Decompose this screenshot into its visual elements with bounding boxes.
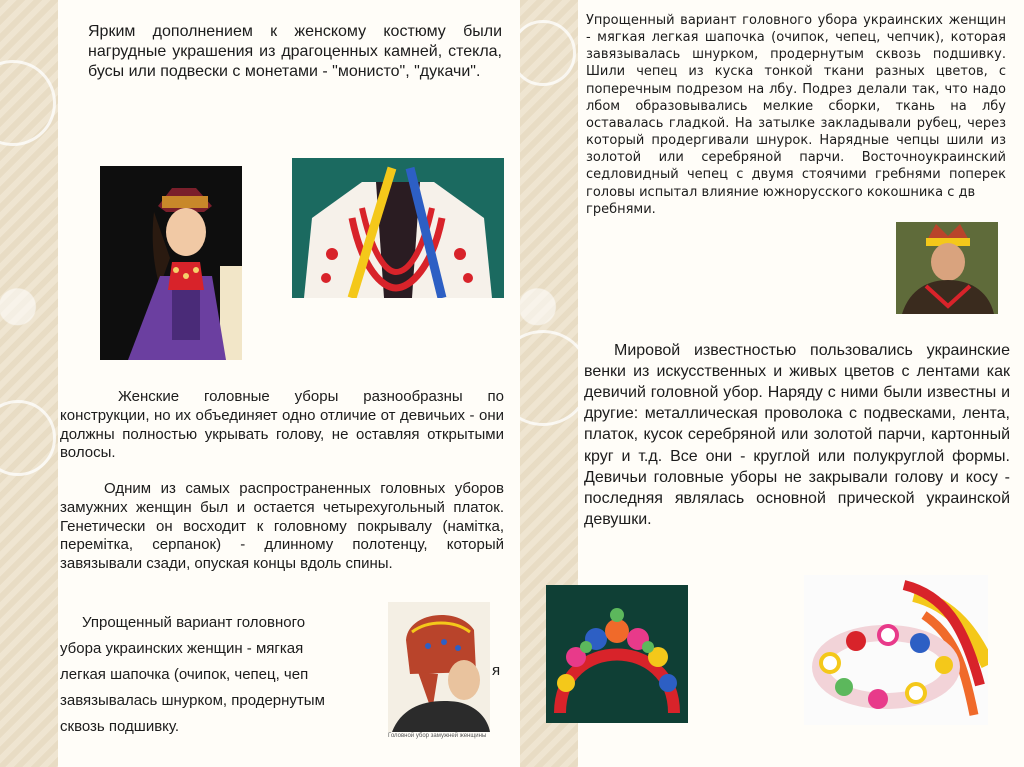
text-line: Упрощенный вариант головного [82,614,306,631]
woman-with-cap-illustration [388,602,490,732]
text-line: легкая шапочка (очипок, чепец, чеп [60,666,309,683]
left-paragraph-kerchief: Одним из самых распространенных головных уборов замужних женщин был и остается четырехугольный платок. Генетически он восходит к головному покрывалу (намітка, перемітка, серпанок) - длинному полотенцу, который завязывали сзади, опуская концы вдоль спины. [60,480,504,572]
embroidered-shirt-with-necklaces-photo [292,158,504,298]
right-paragraph-cap-description [586,12,1006,218]
left-paragraph-cap [60,610,376,740]
cap-description-text: Упрощенный вариант головного убора украинских женщин - мягкая легкая шапочка (очипок, чепец, чепчик), которая завязывалась шнурком, продернутым сквозь подшивку. Шили чепец из куска тонкой ткани разных цветов, с поперечным подрезом на лбу. Подрез делали так, что надо лбом образовывались мелкие сборки, ткань на лбу оставалась гладкой. На затылке закладывали рубец, через который продергивали шнурок. Нарядные чепцы шили из золотой или серебряной парчи. Восточноукраинский седловидный чепец с двумя стоячими гребнями поперек головы испытал влияние южнорусского кокошника с дв [586,13,1006,200]
cap-description-end: гребнями. [586,201,656,217]
illustration-caption: Головной убор замужней женщины [388,733,487,739]
left-decorative-strip [0,0,58,767]
decorative-ring [0,60,56,146]
text-line: убора украинских женщин - мягкая [60,640,304,657]
wreath-with-ribbons-photo [804,575,988,725]
left-paragraph-necklaces: Ярким дополнением к женскому костюму были нагрудные украшения из драгоценных камней, стекла, бусы или подвески с монетами - "монисто", "дукачи". [88,23,502,80]
right-page [578,0,1024,767]
flower-wreath-photo [546,585,688,723]
decorative-ring [0,400,56,476]
text-line: завязывалась шнурком, продернутым [60,692,325,709]
right-paragraph-wreaths: Мировой известностью пользовались украинские венки из искусственных и живых цветов с лентами как девичий головной убор. Наряду с ними были известны и другие: металлическая проволока с подвесками, лента, платок, кусок серебряной или золотой парчи, картонный круг и т.д. Все они - круглой или полукруглой формы. Девичьи головные уборы не закрывали голову и косу - последняя являлась основной прической украинской девушки. [584,342,1010,528]
text-line: сквозь подшивку. [60,718,180,735]
left-page [58,0,520,767]
woman-in-saddle-cap-photo [896,222,998,314]
cap-text-overflow: я [492,662,501,679]
woman-in-costume-illustration [100,166,242,360]
left-paragraph-headwear: Женские головные уборы разнообразны по конструкции, но их объединяет одно отличие от девичьих - они должны полностью укрывать голову, не оставляя открытыми волосы. [60,388,504,462]
